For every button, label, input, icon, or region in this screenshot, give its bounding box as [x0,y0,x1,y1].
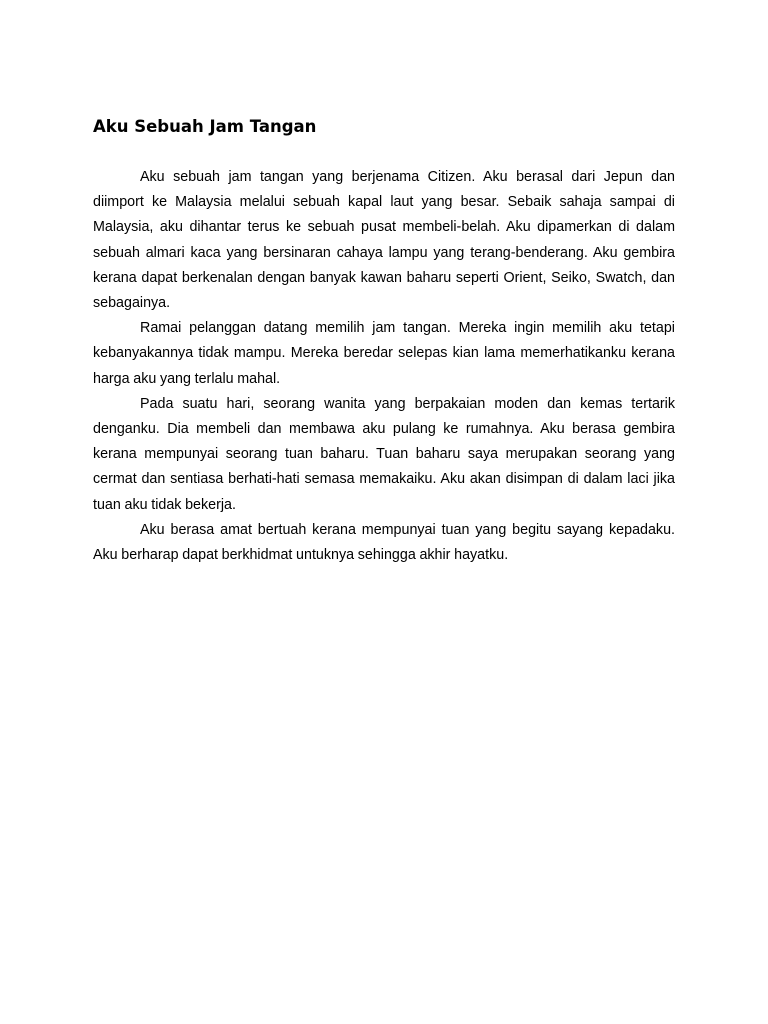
document-title: Aku Sebuah Jam Tangan [93,117,317,136]
paragraph-4: Aku berasa amat bertuah kerana mempunyai tuan yang begitu sayang kepadaku. Aku berharap dapat berkhidmat untuknya sehingga akhir hayatku. [93,521,675,564]
document-body [93,165,675,568]
paragraph-1: Aku sebuah jam tangan yang berjenama Citizen. Aku berasal dari Jepun dan diimport ke Malaysia melalui sebuah kapal laut yang besar. Sebaik sahaja sampai di Malaysia, aku dihantar terus ke sebuah pusat membeli-belah. Aku dipamerkan di dalam sebuah almari kaca yang bersinaran cahaya lampu yang terang-benderang. Aku gembira kerana dapat berkenalan dengan banyak kawan baharu seperti Orient, Seiko, Swatch, dan sebagainya. [93,169,675,312]
paragraph-3: Pada suatu hari, seorang wanita yang berpakaian moden dan kemas tertarik denganku. Dia membeli dan membawa aku pulang ke rumahnya. Aku berasa gembira kerana mempunyai seorang tuan baharu. Tuan baharu saya merupakan seorang yang cermat dan sentiasa berhati-hati semasa memakaiku. Aku akan disimpan di dalam laci jika tuan aku tidak bekerja. [93,395,675,513]
paragraph-2: Ramai pelanggan datang memilih jam tangan. Mereka ingin memilih aku tetapi kebanyakannya tidak mampu. Mereka beredar selepas kian lama memerhatikanku kerana harga aku yang terlalu mahal. [93,320,675,387]
